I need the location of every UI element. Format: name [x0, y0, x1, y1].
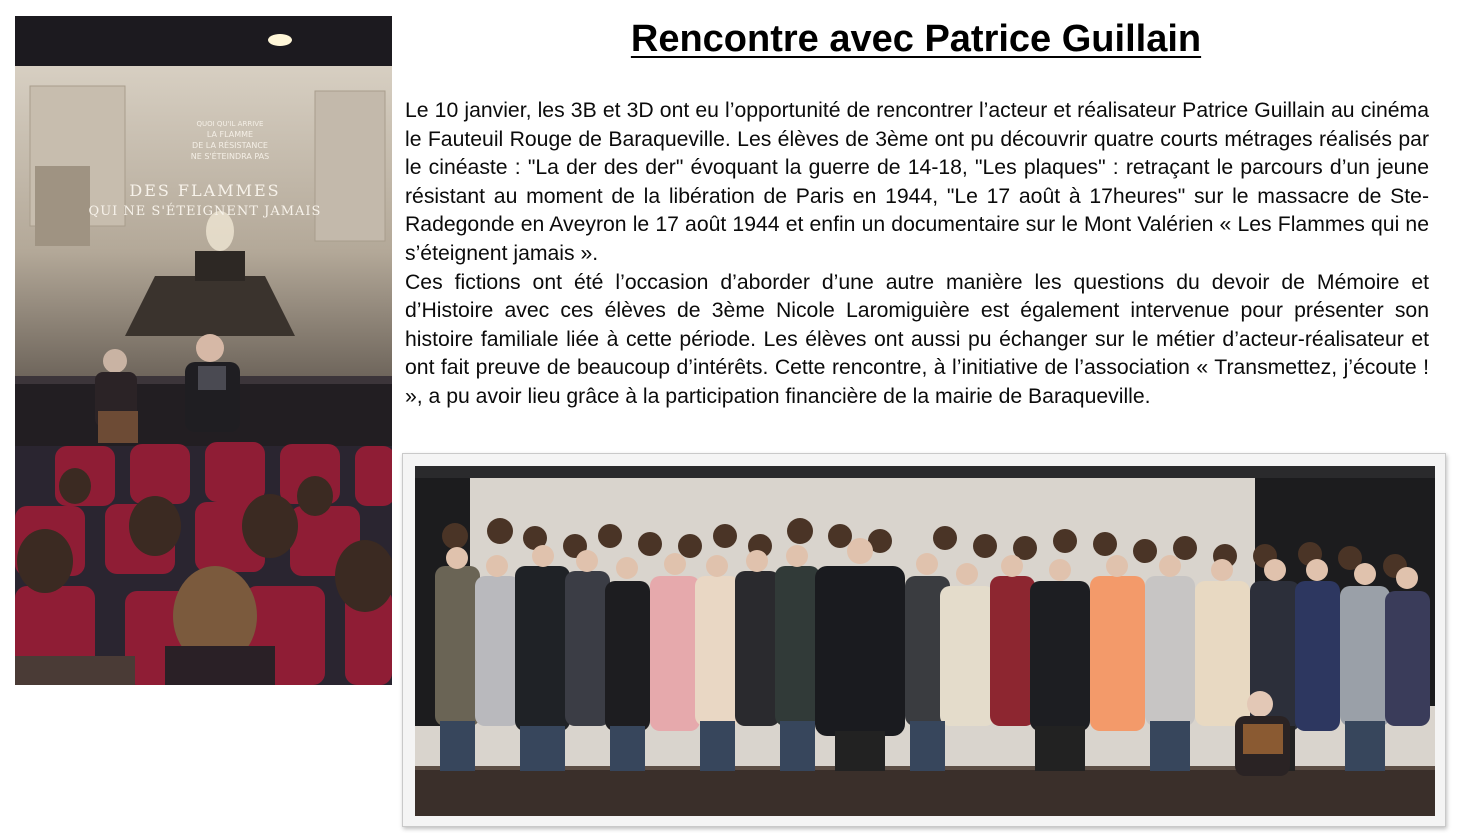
screen-big-text-2: QUI NE S'ÉTEIGNENT JAMAIS: [88, 204, 322, 219]
page-title: [400, 14, 1432, 64]
page-title-text: Rencontre avec Patrice Guillain: [630, 18, 1202, 60]
article-body: [405, 97, 1429, 412]
screen-text-line-3: DE LA RÉSISTANCE: [192, 141, 268, 150]
article-paragraph-2: Ces fictions ont été l’occasion d’aborder d’une autre manière les questions du devoir de Mémoire et d’Histoire avec ces élèves de 3ème Nicole Laromiguière est également intervenue pour présenter son histoire familiale liée à cette période. Les élèves ont aussi pu échanger sur le métier d’acteur-réalisateur et ont fait preuve de beaucoup d’intérêts. Cette rencontre, à l’initiative de l’association « Transmettez, j’écoute ! », a pu avoir lieu grâce à la participation financière de la mairie de Baraqueville.: [405, 270, 1429, 408]
screen-text-line-1: QUOI QU'IL ARRIVE: [196, 120, 264, 128]
cinema-photo: [15, 16, 392, 685]
screen-big-text-1: DES FLAMMES: [129, 181, 281, 200]
article-paragraph-1: Le 10 janvier, les 3B et 3D ont eu l’opportunité de rencontrer l’acteur et réalisateur Patrice Guillain au cinéma le Fauteuil Rouge de Baraqueville. Les élèves de 3ème ont pu découvrir quatre courts métrages réalisés par le cinéaste : "La der des der" évoquant la guerre de 14-18, "Les plaques" : retraçant le parcours d’un jeune résistant au moment de la libération de Paris en 1944, "Le 17 août à 17heures" sur le massacre de Ste-Radegonde en Aveyron le 17 août 1944 et enfin un documentaire sur le Mont Valérien « Les Flammes qui ne s’éteignent jamais ».: [405, 99, 1429, 265]
group-photo-frame: [402, 453, 1446, 827]
screen-text-line-4: NE S'ÉTEINDRA PAS: [190, 152, 270, 161]
group-photo: [415, 466, 1435, 816]
screen-text-line-2: LA FLAMME: [206, 130, 254, 139]
